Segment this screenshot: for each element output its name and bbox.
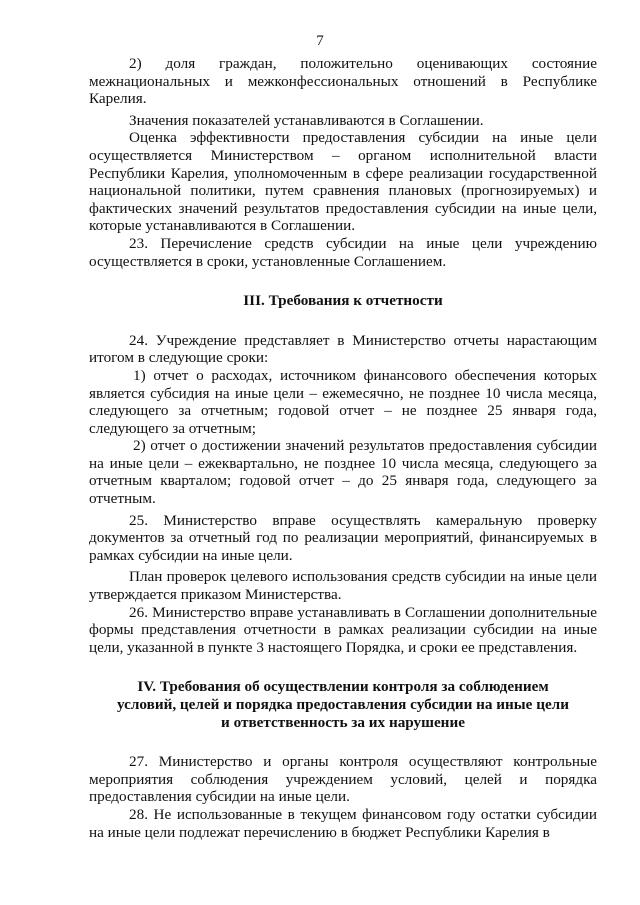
- paragraph-indicator-values: Значения показателей устанавливаются в Соглашении.: [129, 111, 484, 129]
- paragraph-26: 26. Министерство вправе устанавливать в Соглашении дополнительные формы представления отчетности в рамках реализации субсидии на иные цели, указанной в пункте 3 настоящего Порядка, и сроки ее представления.: [89, 603, 597, 656]
- page-number: 7: [316, 33, 324, 49]
- section-heading-control-line-3: и ответственность за их нарушение: [221, 713, 465, 731]
- paragraph-27: 27. Министерство и органы контроля осуществляют контрольные мероприятия соблюдения учреждением условий, целей и порядка предоставления субсидии на иные цели.: [89, 753, 597, 806]
- section-heading-reporting: III. Требования к отчетности: [243, 292, 443, 310]
- paragraph-23: 23. Перечисление средств субсидии на иные цели учреждению осуществляется в сроки, установленные Соглашением.: [89, 234, 597, 270]
- paragraph-28: 28. Не использованные в текущем финансовом году остатки субсидии на иные цели подлежат перечислению в бюджет Республики Карелия в: [89, 805, 597, 841]
- paragraph-25: 25. Министерство вправе осуществлять камеральную проверку документов за отчетный год по реализации мероприятий, финансируемых в рамках субсидии на иные цели.: [89, 511, 597, 564]
- paragraph-efficiency-assessment: Оценка эффективности предоставления субсидии на иные цели осуществляется Министерством – органом исполнительной власти Республики Карелия, уполномоченным в сфере реализации государственной национальной политики, путем сравнения плановых (прогнозируемых) и фактических значений результатов предоставления субсидии на иные цели, которые устанавливаются в Соглашении.: [89, 129, 597, 235]
- paragraph-24-item-2: 2) отчет о достижении значений результатов предоставления субсидии на иные цели – ежеквартально, не позднее 10 числа месяца, следующего за отчетным кварталом; годовой отчет – до 25 января года, следующего за отчетным.: [89, 437, 597, 508]
- paragraph-24-item-1: 1) отчет о расходах, источником финансового обеспечения которых является субсидия на иные цели – ежемесячно, не позднее 10 числа месяца, следующего за отчетным; годовой отчет – не позднее 25 января года, следующего за отчетным;: [89, 366, 597, 437]
- section-heading-control-line-1: IV. Требования об осуществлении контроля за соблюдением: [137, 678, 549, 696]
- document-body: [89, 55, 597, 841]
- paragraph-25-plan: План проверок целевого использования средств субсидии на иные цели утверждается приказом Министерства.: [89, 568, 597, 604]
- section-heading-control-line-2: условий, целей и порядка предоставления субсидии на иные цели: [117, 696, 569, 713]
- section-heading-control: [89, 678, 597, 731]
- paragraph-24: 24. Учреждение представляет в Министерство отчеты нарастающим итогом в следующие сроки:: [89, 331, 597, 367]
- paragraph-indicator-2: 2) доля граждан, положительно оценивающих состояние межнациональных и межконфессиональных отношений в Республике Карелия.: [89, 55, 597, 108]
